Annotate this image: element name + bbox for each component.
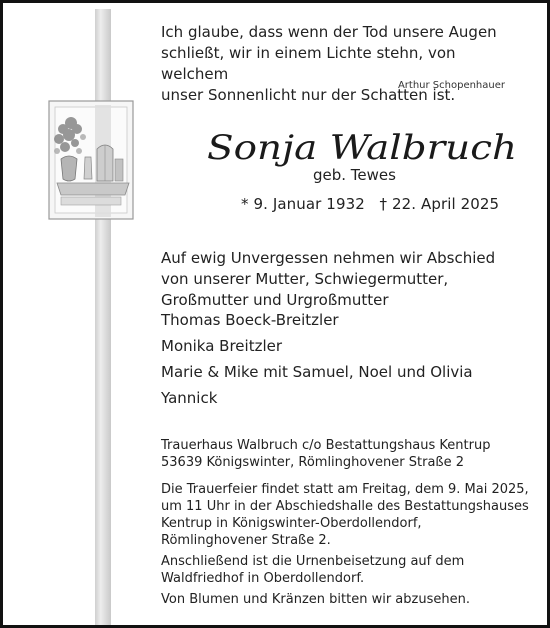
deceased-name-text: Sonja Walbruch bbox=[207, 128, 517, 168]
ceremony-line: Römlinghovener Straße 2. bbox=[161, 533, 331, 548]
quote-line: unser Sonnenlicht nur der Schatten ist. bbox=[161, 86, 456, 104]
still-life-illustration bbox=[45, 99, 137, 221]
farewell-text bbox=[161, 248, 521, 311]
ceremony-line: Die Trauerfeier findet statt am Freitag, dem 9. Mai 2025, bbox=[161, 482, 529, 497]
flowers-note: Von Blumen und Kränzen bitten wir abzusehen. bbox=[161, 592, 470, 607]
farewell-line: von unserer Mutter, Schwiegermutter, bbox=[161, 270, 449, 288]
ceremony-line: um 11 Uhr in der Abschiedshalle des Bestattungshauses bbox=[161, 499, 529, 514]
burial-line: Waldfriedhof in Oberdollendorf. bbox=[161, 571, 365, 586]
mourning-address bbox=[161, 437, 531, 471]
address-line: 53639 Königswinter, Römlinghovener Straße 2 bbox=[161, 455, 465, 470]
family-member: Thomas Boeck-Breitzler bbox=[161, 311, 339, 329]
burial-details bbox=[161, 553, 531, 587]
ceremony-details bbox=[161, 481, 531, 549]
life-dates: * 9. Januar 1932 † 22. April 2025 bbox=[241, 195, 500, 213]
farewell-line: Auf ewig Unvergessen nehmen wir Abschied bbox=[161, 249, 496, 267]
family-member: Yannick bbox=[161, 389, 218, 407]
family-member: Monika Breitzler bbox=[161, 337, 283, 355]
family-member: Marie & Mike mit Samuel, Noel und Olivia bbox=[161, 363, 473, 381]
maiden-name: geb. Tewes bbox=[313, 166, 396, 184]
farewell-line: Großmutter und Urgroßmutter bbox=[161, 291, 389, 309]
address-line: Trauerhaus Walbruch c/o Bestattungshaus Kentrup bbox=[161, 438, 491, 453]
ceremony-line: Kentrup in Königswinter-Oberdollendorf, bbox=[161, 516, 422, 531]
quote-author: Arthur Schopenhauer bbox=[397, 80, 505, 91]
burial-line: Anschließend ist die Urnenbeisetzung auf dem bbox=[161, 554, 465, 569]
quote-line: schließt, wir in einem Lichte stehn, von welchem bbox=[161, 44, 456, 83]
opening-quote bbox=[161, 22, 521, 106]
quote-line: Ich glaube, dass wenn der Tod unsere Augen bbox=[161, 23, 497, 41]
